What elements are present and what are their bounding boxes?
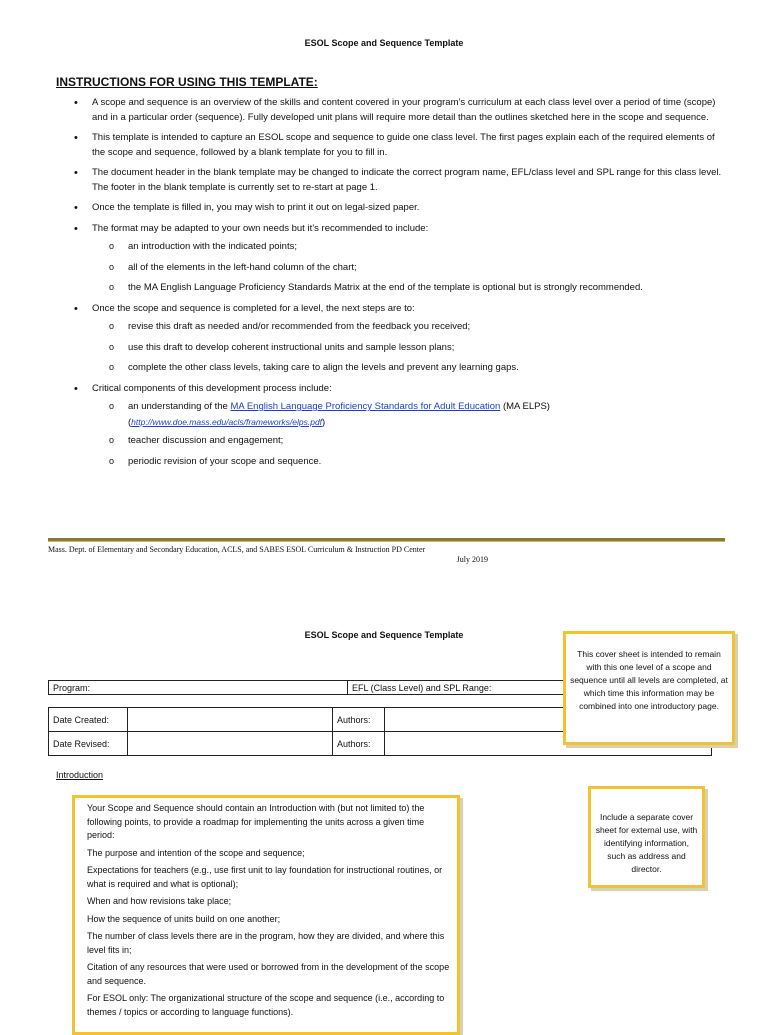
intro-paragraph: The number of class levels there are in the program, how they are divided, and where this level fits in; (87, 931, 445, 955)
elps-standards-link[interactable]: MA English Language Proficiency Standards for Adult Education (230, 401, 501, 412)
footer-divider (48, 538, 725, 542)
efl-cell[interactable]: EFL (Class Level) and SPL Range: (348, 681, 712, 695)
date-created-field[interactable] (128, 708, 333, 732)
sublist (92, 400, 726, 469)
page1-title: ESOL Scope and Sequence Template (304, 38, 464, 48)
authors-label: Authors: (333, 708, 385, 732)
list-item: • Critical components of this development process include: o an understanding of the MA English Language Proficiency Standards for Adult Education (MA ELPS) (http://www.doe.mass.edu/acls/frameworks/elps.pdf) o teacher discussion and engagement; o periodic revision of your scope and sequence. (56, 382, 726, 470)
list-item: • Once the scope and sequence is completed for a level, the next steps are to: o revise this draft as needed and/or recommended from the feedback you received; o use this draft to develop coherent instructional units and sample lesson plans; o complete the other class levels, taking care to align the levels and prevent any learning gaps. (56, 302, 726, 376)
footer-credit: Mass. Dept. of Elementary and Secondary Education, ACLS, and SABES ESOL Curriculum & Instruction PD Center (48, 545, 426, 554)
separate-cover-callout: Include a separate cover sheet for external use, with identifying information, such as address and director. (588, 786, 705, 888)
sublist (92, 240, 726, 296)
page-footer (48, 545, 488, 565)
date-revised-field[interactable] (128, 732, 333, 756)
list-item: • The format may be adapted to your own needs but it’s recommended to include: o an introduction with the indicated points; o all of the elements in the left-hand column of the chart; o the MA English Language Proficiency Standards Matrix at the end of the template is optional but is strongly recommended. (56, 222, 726, 296)
sublist-item: o complete the other class levels, taking care to align the levels and prevent any learning gaps. (92, 361, 726, 376)
list-item: • This template is intended to capture an ESOL scope and sequence to guide one class level. The first pages explain each of the required elements of the scope and sequence, followed by a blank template for you to fill in. (56, 131, 726, 160)
intro-paragraph: Citation of any resources that were used or borrowed from in the development of the scope and sequence. (87, 962, 450, 986)
instructions-heading: INSTRUCTIONS FOR USING THIS TEMPLATE: (56, 75, 318, 89)
intro-paragraph: Your Scope and Sequence should contain an Introduction with (but not limited to) the following points, to provide a roadmap for implementing the units across a given time period: (87, 803, 425, 840)
cover-sheet-callout: This cover sheet is intended to remain with this one level of a scope and sequence until all levels are completed, at which time this information may be combined into one introductory page. (563, 631, 735, 745)
program-cell[interactable]: Program: (49, 681, 348, 695)
list-item: • A scope and sequence is an overview of the skills and content covered in your program’s curriculum at each class level over a period of time (scope) and in a particular order (sequence). Fully developed unit plans will require more detail than the outlines sketched here in the scope and sequence. (56, 96, 726, 125)
sublist-item: o revise this draft as needed and/or recommended from the feedback you received; (92, 320, 726, 335)
intro-paragraph: For ESOL only: The organizational structure of the scope and sequence (i.e., according to themes / topics or according to language functions). (87, 993, 445, 1017)
introduction-box (72, 795, 460, 1035)
list-item: • The document header in the blank template may be changed to indicate the correct program name, EFL/class level and SPL range for this class level. The footer in the blank template is currently set to re-start at page 1. (56, 166, 726, 195)
intro-paragraph: Expectations for teachers (e.g., use first unit to lay foundation for instructional routines, or what is required and what is optional); (87, 865, 443, 889)
page2-title: ESOL Scope and Sequence Template (304, 630, 464, 640)
sublist-item: o use this draft to develop coherent instructional units and sample lesson plans; (92, 341, 726, 356)
sublist-item: o an understanding of the MA English Language Proficiency Standards for Adult Education (MA ELPS) (http://www.doe.mass.edu/acls/frameworks/elps.pdf) (92, 400, 726, 430)
intro-paragraph: When and how revisions take place; (87, 896, 232, 906)
instructions-list (56, 96, 726, 475)
elps-url-link[interactable]: http://www.doe.mass.edu/acls/frameworks/elps.pdf (131, 416, 323, 427)
sublist-item: o the MA English Language Proficiency Standards Matrix at the end of the template is optional but is strongly recommended. (92, 281, 726, 296)
list-item: • Once the template is filled in, you may wish to print it out on legal-sized paper. (56, 201, 726, 216)
introduction-label: Introduction (56, 770, 104, 780)
sublist-item: o all of the elements in the left-hand column of the chart; (92, 261, 726, 276)
intro-paragraph: The purpose and intention of the scope and sequence; (87, 847, 305, 858)
footer-date: July 2019 (456, 555, 488, 564)
sublist (92, 320, 726, 376)
intro-paragraph: How the sequence of units build on one another; (87, 913, 281, 924)
date-created-label: Date Created: (49, 708, 128, 732)
sublist-item: o an introduction with the indicated points; (92, 240, 726, 255)
sublist-item: o teacher discussion and engagement; (92, 434, 726, 449)
authors-label: Authors: (333, 732, 385, 756)
date-revised-label: Date Revised: (49, 732, 128, 756)
sublist-item: o periodic revision of your scope and sequence. (92, 455, 726, 470)
